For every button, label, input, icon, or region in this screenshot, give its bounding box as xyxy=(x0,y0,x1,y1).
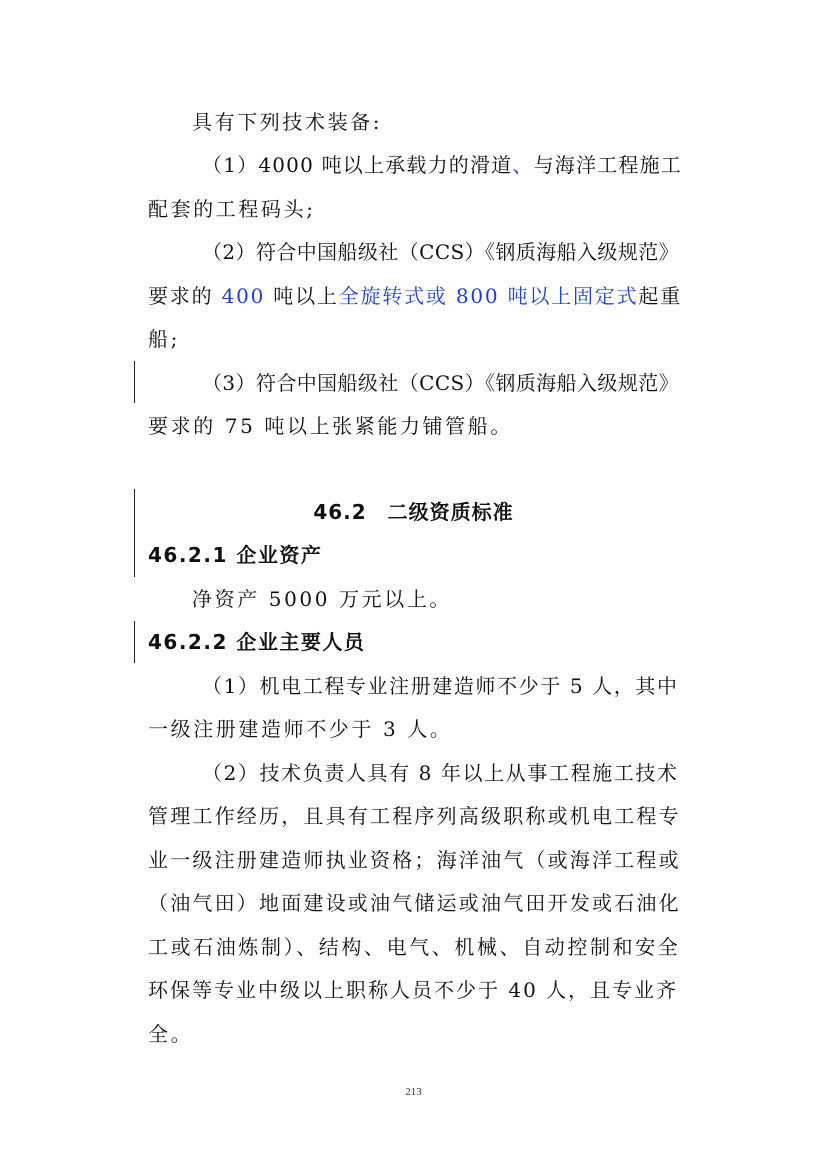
personnel-item-2-line-6: 环保等专业中级以上职称人员不少于 40 人，且专业齐 xyxy=(148,978,679,1002)
personnel-item-2-line-2: 管理工作经历，且具有工程序列高级职称或机电工程专 xyxy=(148,804,681,828)
personnel-item-2-line-3: 业一级注册建造师执业资格；海洋油气（或海洋工程或 xyxy=(148,848,681,872)
personnel-item-2-line-7: 全。 xyxy=(148,1022,194,1046)
paragraph-equipment-intro: 具有下列技术装备: xyxy=(192,110,383,134)
equipment-item-2-text-c: 起重 xyxy=(638,284,683,308)
equipment-item-2-text-a: 要求的 xyxy=(148,284,222,308)
personnel-item-1-line-2: 一级注册建造师不少于 3 人。 xyxy=(148,717,453,741)
equipment-item-2-highlight-400: 400 xyxy=(221,284,266,308)
personnel-item-2-line-1: （2）技术负责人具有 8 年以上从事工程施工技术 xyxy=(202,761,679,785)
equipment-item-2-line-2 xyxy=(148,282,681,310)
section-heading: 46.2 二级资质标准 xyxy=(313,500,514,524)
subsection-title-personnel: 46.2.2 企业主要人员 xyxy=(148,630,366,654)
assets-body: 净资产 5000 万元以上。 xyxy=(192,587,453,611)
equipment-item-1-text-b: 与海洋工程施工 xyxy=(533,153,682,177)
equipment-item-2-line-3: 船; xyxy=(148,327,180,351)
equipment-item-3-line-2: 要求的 75 吨以上张紧能力铺管船。 xyxy=(148,414,513,438)
personnel-item-1-line-1: （1）机电工程专业注册建造师不少于 5 人，其中 xyxy=(202,674,679,698)
equipment-item-1-separator: 、 xyxy=(512,153,534,177)
personnel-item-2-line-5: 工或石油炼制）、结构、电气、机械、自动控制和安全 xyxy=(148,935,681,959)
equipment-item-2-line-1: （2）符合中国船级社（CCS）《钢质海船入级规范》 xyxy=(202,240,680,264)
equipment-item-1-line-2: 配套的工程码头; xyxy=(148,197,316,221)
equipment-item-3-line-1: （3）符合中国船级社（CCS）《钢质海船入级规范》 xyxy=(202,371,680,395)
personnel-item-2-line-4: （油气田）地面建设或油气储运或油气田开发或石油化 xyxy=(148,891,681,915)
revision-bar-1 xyxy=(134,361,135,403)
subsection-title-assets: 46.2.1 企业资产 xyxy=(148,543,323,567)
equipment-item-2-text-b: 吨以上 xyxy=(265,284,339,308)
revision-bar-3 xyxy=(134,621,135,663)
equipment-item-2-highlight-crane: 全旋转式或 800 吨以上固定式 xyxy=(338,284,639,308)
equipment-item-1-text-a: （1）4000 吨以上承载力的滑道 xyxy=(202,153,513,177)
equipment-item-1-line-1 xyxy=(202,151,681,179)
page-number: 213 xyxy=(405,1086,422,1098)
